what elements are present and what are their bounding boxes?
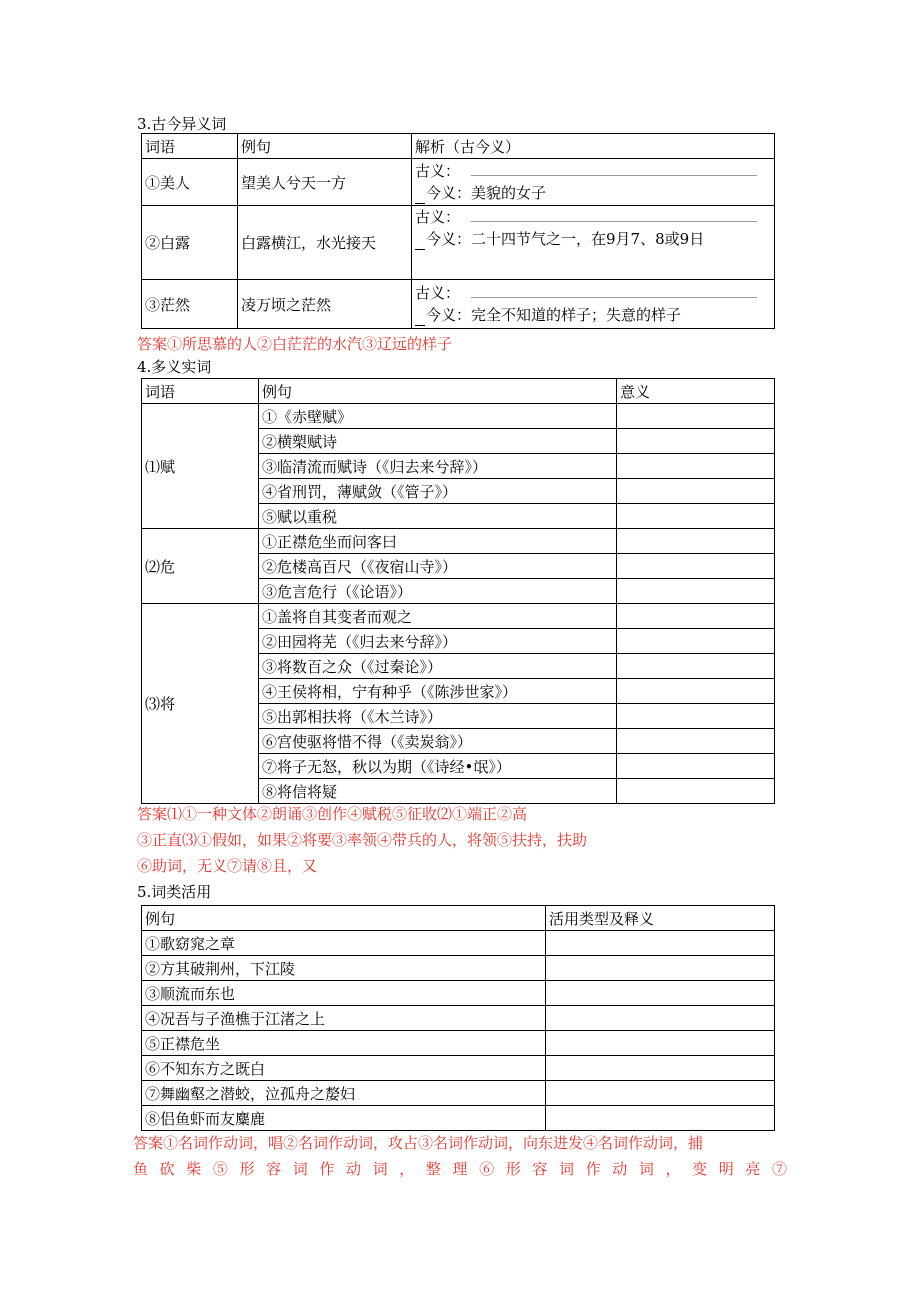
example-cell: ⑧侣鱼虾而友麋鹿 [142, 1106, 546, 1131]
word-cell: ⑵危 [142, 529, 259, 604]
word-cell: ③茫然 [142, 280, 238, 329]
table-row [142, 1031, 775, 1056]
meaning-cell [617, 479, 775, 504]
table-row [142, 956, 775, 981]
usage-cell [546, 1006, 775, 1031]
example-cell: ③危言危行（《论语》） [259, 579, 617, 604]
section5-answer-line: 鱼砍柴⑤形容词作动词，整理⑥形容词作动词，变明亮⑦ [133, 1160, 787, 1178]
ancient-label: 古义： [415, 284, 461, 302]
example-cell: ③顺流而东也 [142, 981, 546, 1006]
table-row [142, 1056, 775, 1081]
section3-table [141, 133, 775, 329]
table-row [142, 1081, 775, 1106]
example-cell: ④王侯将相，宁有种乎（《陈涉世家》） [259, 679, 617, 704]
column-header: 词语 [142, 134, 238, 159]
meaning-cell [617, 679, 775, 704]
example-cell: ⑦将子无怒，秋以为期（《诗经•氓》） [259, 754, 617, 779]
table-row [142, 1106, 775, 1131]
column-header: 例句 [238, 134, 412, 159]
column-header: 例句 [142, 906, 546, 931]
example-cell: ②危楼高百尺（《夜宿山寺》） [259, 554, 617, 579]
example-cell: ③临清流而赋诗（《归去来兮辞》） [259, 454, 617, 479]
table-row [142, 604, 775, 629]
example-cell: ③将数百之众（《过秦论》） [259, 654, 617, 679]
example-cell: 望美人兮天一方 [238, 159, 412, 206]
usage-cell [546, 981, 775, 1006]
section5-title: 5.词类活用 [137, 883, 212, 901]
ancient-label: 古义： [415, 162, 461, 180]
section4-answer-line: ③正直⑶①假如，如果②将要③率领④带兵的人，将领⑤扶持，扶助 [137, 831, 588, 849]
example-cell: ①歌窈窕之章 [142, 931, 546, 956]
modern-label: 今义： [426, 184, 472, 202]
example-cell: ④况吾与子渔樵于江渚之上 [142, 1006, 546, 1031]
table-header-row [142, 379, 775, 404]
example-cell: ⑥宫使驱将惜不得（《卖炭翁》） [259, 729, 617, 754]
meaning-cell [617, 754, 775, 779]
usage-cell [546, 956, 775, 981]
example-cell: ⑤出郭相扶将（《木兰诗》） [259, 704, 617, 729]
meaning-cell [617, 579, 775, 604]
word-cell: ①美人 [142, 159, 238, 206]
modern-meaning: 完全不知道的样子；失意的样子 [471, 306, 682, 324]
example-cell: 白露横江，水光接天 [238, 206, 412, 280]
usage-cell [546, 931, 775, 956]
example-cell: ⑦舞幽壑之潜蛟，泣孤舟之嫠妇 [142, 1081, 546, 1106]
usage-cell [546, 1081, 775, 1106]
table-row [142, 206, 775, 280]
column-header: 解析（古今义） [412, 134, 775, 159]
usage-cell [546, 1106, 775, 1131]
meaning-cell [617, 404, 775, 429]
column-header: 词语 [142, 379, 259, 404]
modern-meaning: 二十四节气之一，在9月7、8或9日 [471, 230, 705, 248]
table-row [142, 981, 775, 1006]
ancient-label: 古义： [415, 208, 461, 226]
meaning-cell [617, 504, 775, 529]
section4-answer-line: 答案⑴①一种文体②朗诵③创作④赋税⑤征收⑵①端正②高 [137, 805, 528, 823]
meaning-cell [617, 654, 775, 679]
table-row [142, 931, 775, 956]
column-header: 例句 [259, 379, 617, 404]
meaning-cell [617, 629, 775, 654]
example-cell: ⑧将信将疑 [259, 779, 617, 804]
analysis-cell [412, 206, 775, 280]
section4-answer-line: ⑥助词，无义⑦请⑧且，又 [137, 857, 318, 875]
modern-label: 今义： [426, 230, 472, 248]
table-header-row [142, 134, 775, 159]
example-cell: ⑥不知东方之既白 [142, 1056, 546, 1081]
example-cell: ⑤正襟危坐 [142, 1031, 546, 1056]
table-row [142, 1006, 775, 1031]
example-cell: ②横槊赋诗 [259, 429, 617, 454]
analysis-cell [412, 280, 775, 329]
table-row [142, 159, 775, 206]
section3-title: 3.古今异义词 [137, 115, 227, 133]
analysis-cell [412, 159, 775, 206]
example-cell: ⑤赋以重税 [259, 504, 617, 529]
table-row [142, 529, 775, 554]
meaning-cell [617, 604, 775, 629]
example-cell: ②方其破荆州，下江陵 [142, 956, 546, 981]
example-cell: ②田园将芜（《归去来兮辞》） [259, 629, 617, 654]
meaning-cell [617, 554, 775, 579]
meaning-cell [617, 529, 775, 554]
section4-table [141, 378, 775, 804]
example-cell: ④省刑罚，薄赋敛（《管子》） [259, 479, 617, 504]
table-row [142, 280, 775, 329]
example-cell: 凌万顷之茫然 [238, 280, 412, 329]
table-header-row [142, 906, 775, 931]
column-header: 活用类型及释义 [546, 906, 775, 931]
example-cell: ①盖将自其变者而观之 [259, 604, 617, 629]
meaning-cell [617, 729, 775, 754]
section4-title: 4.多义实词 [137, 358, 212, 376]
section5-answer-line: 答案①名词作动词，唱②名词作动词，攻占③名词作动词，向东进发④名词作动词，捕 [133, 1134, 704, 1152]
word-cell: ⑴赋 [142, 404, 259, 529]
column-header: 意义 [617, 379, 775, 404]
modern-meaning: 美貌的女子 [471, 184, 547, 202]
word-cell: ⑶将 [142, 604, 259, 804]
word-cell: ②白露 [142, 206, 238, 280]
section3-answer: 答案①所思慕的人②白茫茫的水汽③辽远的样子 [137, 335, 453, 353]
usage-cell [546, 1031, 775, 1056]
example-cell: ①正襟危坐而问客曰 [259, 529, 617, 554]
meaning-cell [617, 704, 775, 729]
example-cell: ①《赤壁赋》 [259, 404, 617, 429]
meaning-cell [617, 454, 775, 479]
meaning-cell [617, 779, 775, 804]
usage-cell [546, 1056, 775, 1081]
section5-table [141, 905, 775, 1131]
table-row [142, 404, 775, 429]
modern-label: 今义： [426, 306, 472, 324]
meaning-cell [617, 429, 775, 454]
